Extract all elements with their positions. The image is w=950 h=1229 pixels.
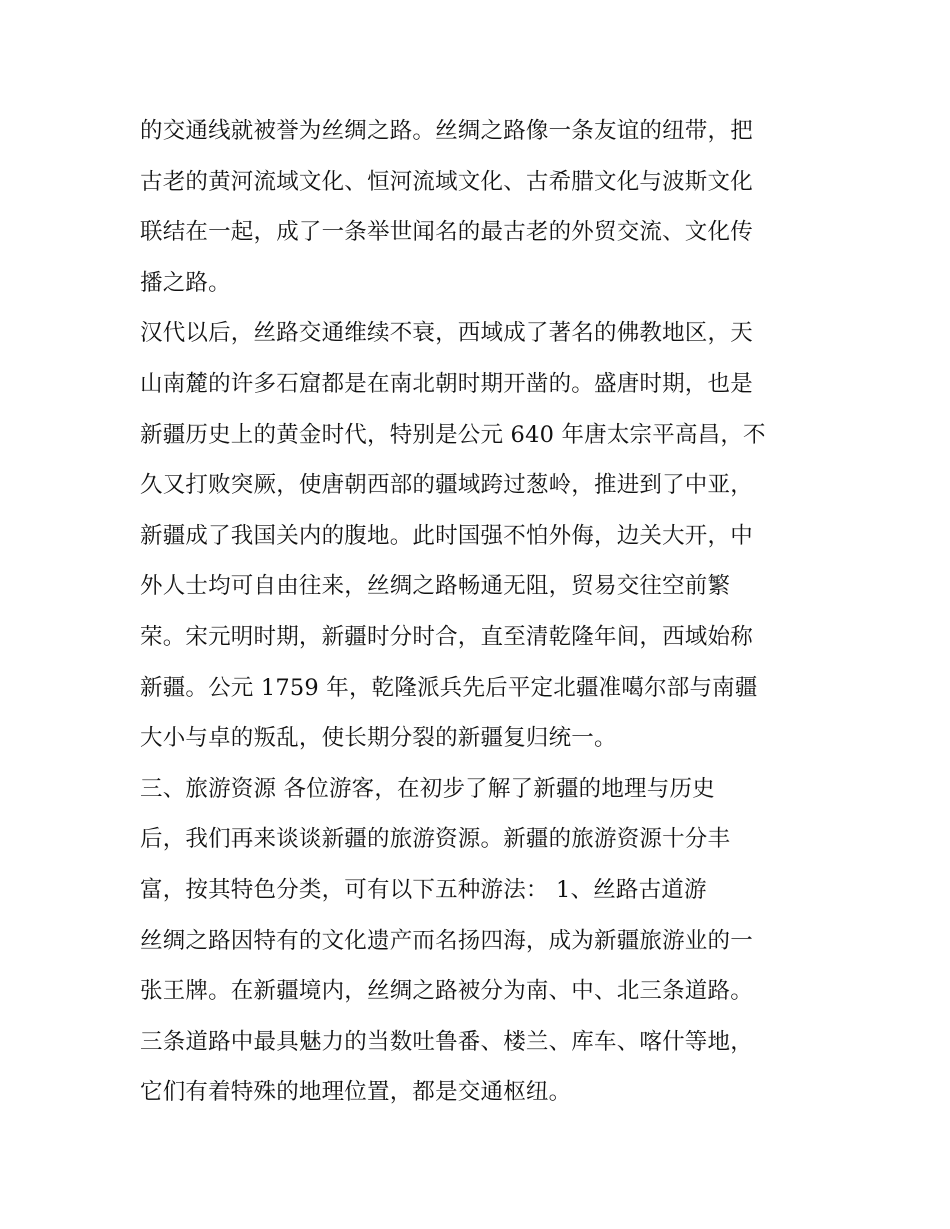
text-line: 三、旅游资源 各位游客，在初步了解了新疆的地理与历史 xyxy=(140,775,715,802)
text-line: 新疆。公元 1759 年，乾隆派兵先后平定北疆准噶尔部与南疆 xyxy=(140,674,758,701)
text-line: 的交通线就被誉为丝绸之路。丝绸之路像一条友谊的纽带，把 xyxy=(140,118,753,144)
text-line: 播之路。 xyxy=(140,269,231,296)
text-line: 荣。宋元明时期，新疆时分时合，直至清乾隆年间，西域始称 xyxy=(140,623,753,650)
text-line: 大小与卓的叛乱，使长期分裂的新疆复归统一。 xyxy=(140,725,617,752)
text-line: 新疆历史上的黄金时代，特别是公元 640 年唐太宗平高昌，不 xyxy=(140,421,766,448)
text-line: 山南麓的许多石窟都是在南北朝时期开凿的。盛唐时期，也是 xyxy=(140,370,753,397)
text-line: 张王牌。在新疆境内，丝绸之路被分为南、中、北三条道路。 xyxy=(140,978,753,1005)
text-line: 富，按其特色分类，可有以下五种游法： 1、丝路古道游 xyxy=(140,876,707,903)
text-line: 它们有着特殊的地理位置，都是交通枢纽。 xyxy=(140,1079,572,1106)
body-text xyxy=(140,106,820,1118)
text-line: 久又打败突厥，使唐朝西部的疆域跨过葱岭，推进到了中亚， xyxy=(140,472,753,499)
text-line: 联结在一起，成了一条举世闻名的最古老的外贸交流、文化传 xyxy=(140,219,753,246)
text-line: 新疆成了我国关内的腹地。此时国强不怕外侮，边关大开，中 xyxy=(140,522,753,549)
text-line: 汉代以后，丝路交通维续不衰，西域成了著名的佛教地区，天 xyxy=(140,320,753,347)
text-line: 三条道路中最具魅力的当数吐鲁番、楼兰、库车、喀什等地， xyxy=(140,1028,753,1055)
text-line: 后，我们再来谈谈新疆的旅游资源。新疆的旅游资源十分丰 xyxy=(140,826,731,853)
text-line: 外人士均可自由往来，丝绸之路畅通无阻，贸易交往空前繁 xyxy=(140,573,731,600)
text-line: 丝绸之路因特有的文化遗产而名扬四海，成为新疆旅游业的一 xyxy=(140,927,753,954)
text-line: 古老的黄河流域文化、恒河流域文化、古希腊文化与波斯文化 xyxy=(140,168,753,195)
